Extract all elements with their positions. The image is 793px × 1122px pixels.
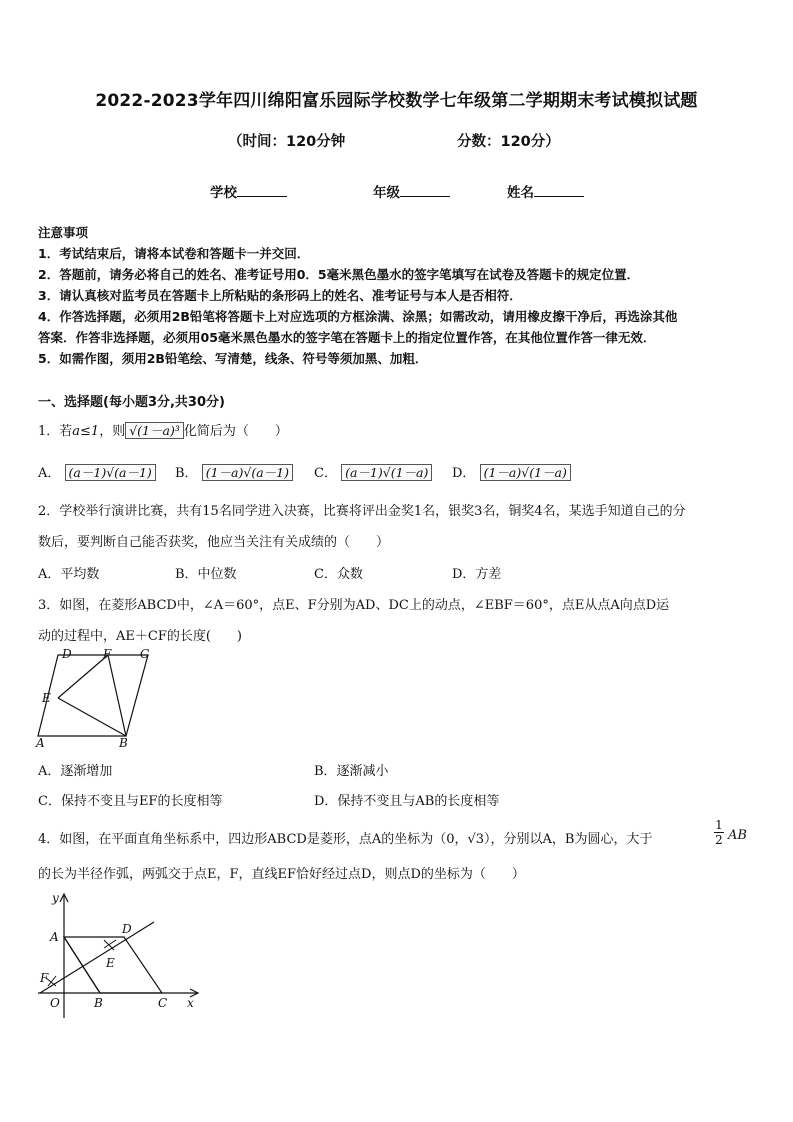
name-blank bbox=[534, 184, 584, 197]
q3-option-d: D．保持不变且与AB的长度相等 bbox=[314, 794, 500, 809]
coordinate-figure bbox=[34, 890, 204, 1025]
segment-eb bbox=[58, 698, 126, 736]
label-c: C bbox=[140, 647, 150, 661]
label-f: F bbox=[103, 647, 112, 661]
label-d: D bbox=[62, 647, 72, 661]
option-label: D． bbox=[452, 466, 476, 481]
option-math: (1－a)√(a－1) bbox=[202, 464, 293, 481]
segment-ef bbox=[58, 655, 108, 698]
half-fraction bbox=[714, 818, 724, 847]
label-f: F bbox=[40, 971, 49, 985]
school-field bbox=[210, 181, 287, 201]
notes-item: 3．请认真核对监考员在答题卡上所粘贴的条形码上的姓名、准考证号与本人是否相符． bbox=[38, 288, 522, 303]
question-1-stem bbox=[38, 420, 288, 439]
arc-mark-e bbox=[104, 940, 116, 950]
label-y: y bbox=[52, 891, 59, 905]
q3-option-b: B．逐渐减小 bbox=[314, 764, 389, 779]
q2-option-c: C．众数 bbox=[314, 567, 363, 582]
label-b: B bbox=[94, 996, 103, 1010]
q2-option-a: A．平均数 bbox=[38, 567, 100, 582]
option-label: C． bbox=[314, 466, 337, 481]
notes-heading: 注意事项 bbox=[38, 225, 89, 240]
option-label: A． bbox=[38, 466, 61, 481]
option-label: B． bbox=[175, 466, 198, 481]
segment-ab bbox=[64, 937, 100, 993]
q1-text: 化简后为（ ） bbox=[183, 424, 288, 439]
q1-option-b bbox=[175, 462, 293, 481]
question-3-line1: 3．如图，在菱形ABCD中，∠A＝60°，点E、F分别为AD、DC上的动点，∠EBF＝60°，点E从点A向点D运 bbox=[38, 598, 670, 613]
grade-blank bbox=[400, 184, 450, 197]
exam-title: 2022-2023学年四川绵阳富乐园际学校数学七年级第二学期期末考试模拟试题 bbox=[95, 91, 698, 111]
label-e: E bbox=[106, 956, 115, 970]
notes-item: 5．如需作图，须用2B铅笔绘、写清楚，线条、符号等须加黑、加粗． bbox=[38, 351, 428, 366]
label-e: E bbox=[42, 691, 51, 705]
grade-field bbox=[373, 181, 450, 201]
question-2-line2: 数后，要判断自己能否获奖，他应当关注有关成绩的（ ） bbox=[38, 535, 390, 550]
notes-item: 1．考试结束后，请将本试卷和答题卡一并交回． bbox=[38, 246, 310, 261]
q4-text: 4．如图，在平面直角坐标系中，四边形ABCD是菱形，点A的坐标为（0，√3），分别以A，B为圆心，大于 bbox=[38, 832, 653, 847]
exam-score: 分数：120分） bbox=[457, 134, 560, 150]
option-math: (a－1)√(a－1) bbox=[65, 464, 156, 481]
label-d: D bbox=[122, 922, 132, 936]
label-c: C bbox=[158, 996, 168, 1010]
label-o: O bbox=[50, 996, 60, 1010]
label-a: A bbox=[50, 930, 59, 944]
option-math: (1－a)√(1－a) bbox=[480, 464, 571, 481]
notes-item: 4．作答选择题，必须用2B铅笔将答题卡上对应选项的方框涂满、涂黑；如需改动，请用橡皮擦干净后，再选涂其他 bbox=[38, 309, 678, 324]
question-3-line2: 动的过程中，AE＋CF的长度( ) bbox=[38, 629, 242, 644]
name-label: 姓名 bbox=[507, 185, 534, 201]
school-label: 学校 bbox=[210, 185, 237, 201]
section-heading: 一、选择题(每小题3分,共30分) bbox=[38, 395, 225, 410]
fraction-numerator: 1 bbox=[715, 818, 723, 832]
q1-text: ，则 bbox=[99, 424, 126, 439]
question-4-line1 bbox=[38, 828, 652, 847]
q1-option-d bbox=[452, 462, 571, 481]
notes-item: 答案．作答非选择题，必须用05毫米黑色墨水的签字笔在答题卡上的指定位置作答，在其他位置作答一律无效． bbox=[38, 330, 656, 345]
q1-text: 1．若 bbox=[38, 424, 73, 439]
label-a: A bbox=[36, 736, 45, 750]
rhombus-figure bbox=[34, 645, 164, 751]
q1-condition: a≤1 bbox=[72, 424, 100, 439]
q2-option-b: B．中位数 bbox=[175, 567, 237, 582]
fraction-denominator: 2 bbox=[715, 833, 723, 847]
segment-fb bbox=[108, 655, 126, 736]
q1-option-c bbox=[314, 462, 432, 481]
q4-ab: AB bbox=[728, 828, 747, 843]
option-math: (a－1)√(1－a) bbox=[341, 464, 432, 481]
notes-item: 2．答题前，请务必将自己的姓名、准考证号用0．5毫米黑色墨水的签字笔填写在试卷及答题卡的规定位置． bbox=[38, 267, 640, 282]
exam-time: （时间：120分钟 bbox=[228, 134, 346, 150]
label-b: B bbox=[119, 736, 128, 750]
q2-option-d: D．方差 bbox=[452, 567, 502, 582]
name-field bbox=[507, 181, 584, 201]
q3-option-a: A．逐渐增加 bbox=[38, 764, 113, 779]
q1-expression: √(1－a)³ bbox=[125, 422, 184, 439]
q3-option-c: C．保持不变且与EF的长度相等 bbox=[38, 794, 223, 809]
question-2-line1: 2．学校举行演讲比赛，共有15名同学进入决赛，比赛将评出金奖1名，银奖3名，铜奖4名，某选手知道自己的分 bbox=[38, 504, 686, 519]
label-x: x bbox=[187, 996, 194, 1010]
question-4-line2: 的长为半径作弧，两弧交于点E，F，直线EF恰好经过点D，则点D的坐标为（ ） bbox=[38, 867, 525, 882]
q1-option-a bbox=[38, 462, 156, 481]
grade-label: 年级 bbox=[373, 185, 400, 201]
school-blank bbox=[237, 184, 287, 197]
